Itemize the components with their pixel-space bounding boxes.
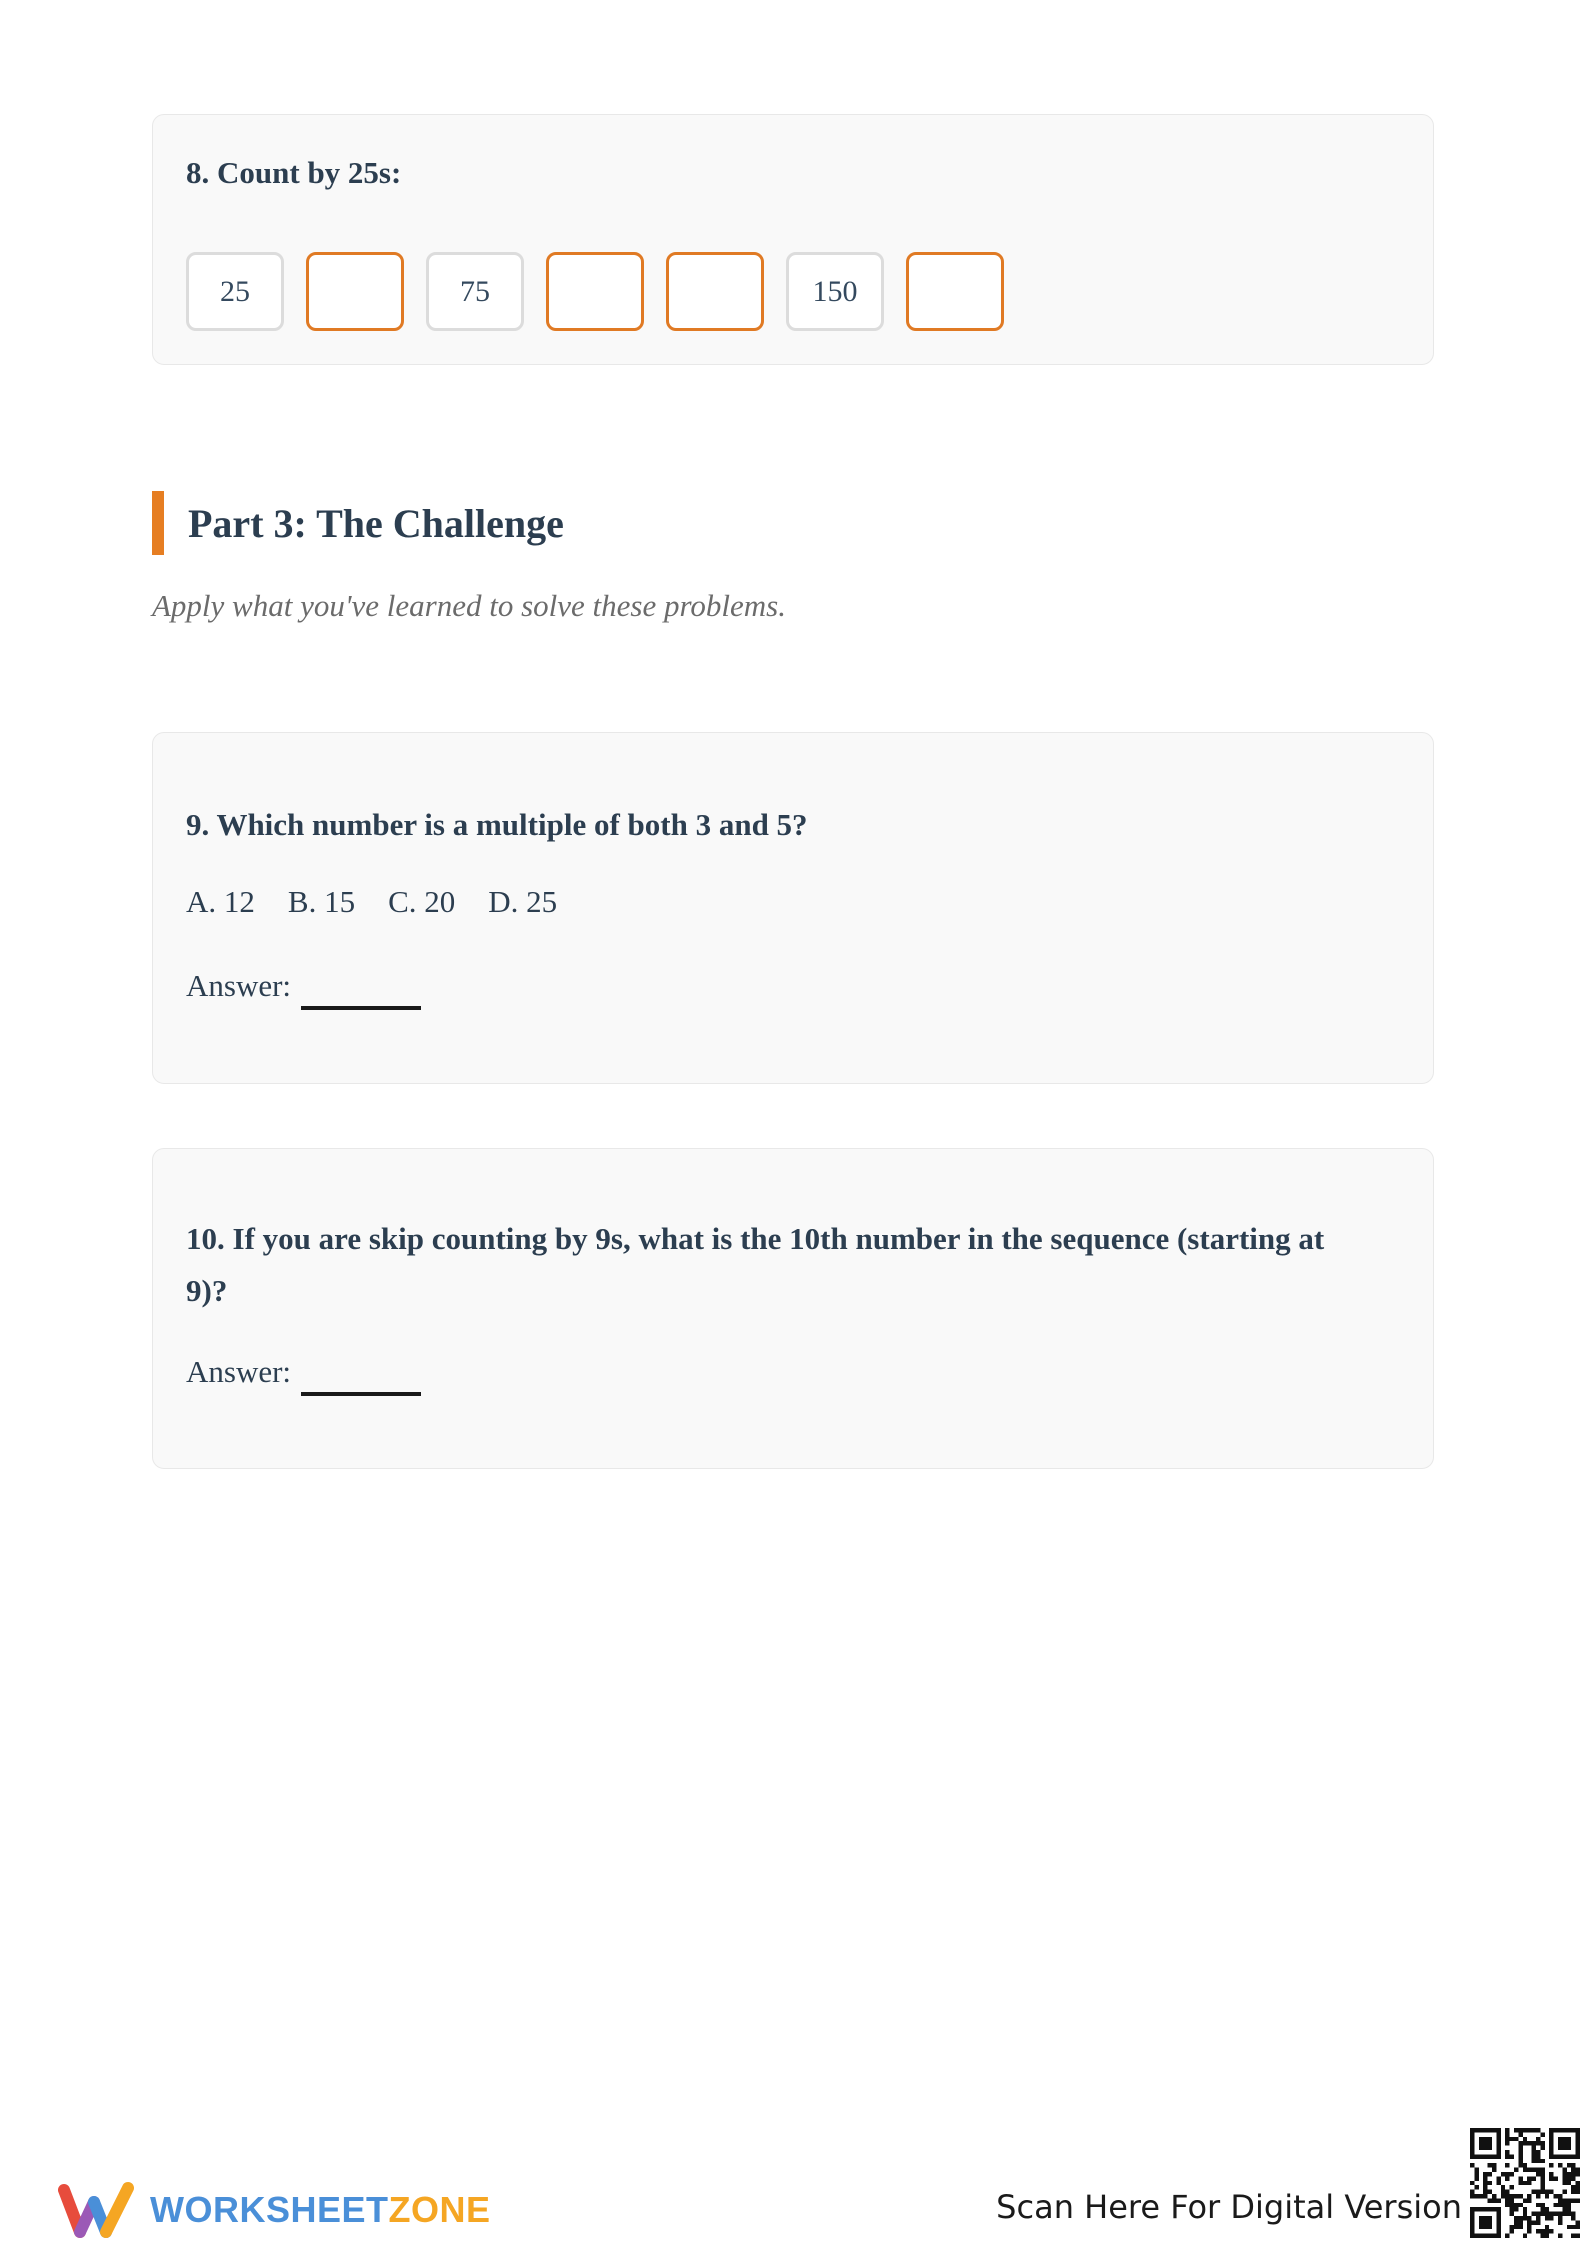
question-10-title-line1: 10. If you are skip counting by 9s, what is the 10th number in the sequence (starting at <box>186 1221 1325 1256</box>
answer-row <box>186 968 421 1004</box>
question-8-title: 8. Count by 25s: <box>186 155 402 190</box>
sequence-blank-box[interactable] <box>546 252 644 331</box>
logo-wordmark: WORKSHEETZONE <box>150 2189 491 2230</box>
question-8-card <box>152 114 1434 365</box>
question-9-title: 9. Which number is a multiple of both 3 and 5? <box>186 807 808 842</box>
question-10-title-line2: 9)? <box>186 1273 228 1308</box>
scan-caption: Scan Here For Digital Version <box>996 2188 1462 2226</box>
question-9-options <box>186 884 557 920</box>
worksheetzone-logo[interactable] <box>58 2180 491 2240</box>
question-10-card <box>152 1148 1434 1469</box>
section-subtitle: Apply what you've learned to solve these problems. <box>152 588 786 623</box>
option-item: D. 25 <box>488 884 558 919</box>
sequence-blank-box[interactable] <box>906 252 1004 331</box>
qr-code-icon[interactable] <box>1470 2128 1580 2238</box>
section-header <box>152 491 564 555</box>
answer-label: Answer: <box>186 1354 292 1389</box>
sequence-given-box: 25 <box>186 252 284 331</box>
section-title: Part 3: The Challenge <box>188 500 564 546</box>
sequence-blank-box[interactable] <box>666 252 764 331</box>
option-item: A. 12 <box>186 884 255 919</box>
answer-blank[interactable] <box>301 1006 421 1010</box>
option-item: B. 15 <box>287 884 356 919</box>
question-10-title <box>186 1213 1324 1317</box>
section-accent-bar <box>152 491 164 555</box>
sequence-row <box>186 252 1004 331</box>
option-item: C. 20 <box>388 884 456 919</box>
logo-mark-icon <box>58 2180 136 2240</box>
answer-label: Answer: <box>186 968 292 1003</box>
sequence-given-box: 150 <box>786 252 884 331</box>
sequence-blank-box[interactable] <box>306 252 404 331</box>
question-9-card <box>152 732 1434 1084</box>
sequence-given-box: 75 <box>426 252 524 331</box>
answer-row <box>186 1354 421 1390</box>
answer-blank[interactable] <box>301 1392 421 1396</box>
